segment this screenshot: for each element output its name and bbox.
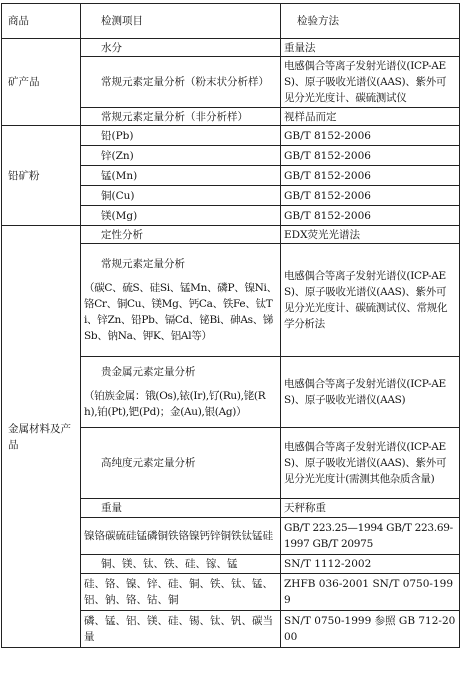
header-commodity: 商品: [2, 4, 81, 39]
method-cell: GB/T 223.25—1994 GB/T 223.69-1997 GB/T 20975: [281, 518, 460, 555]
item-cell: 硅、铬、镍、锌、硅、铜、铁、钛、锰、铝、钠、铬、钴、铜: [81, 574, 281, 611]
method-cell: 天秤称重: [281, 499, 460, 518]
method-cell: EDX荧光光谱法: [281, 226, 460, 244]
item-cell: 锰(Mn): [81, 166, 281, 186]
method-cell: GB/T 8152-2006: [281, 206, 460, 226]
method-cell: SN/T 1112-2002: [281, 555, 460, 574]
item-title: 常规元素定量分析: [101, 258, 185, 270]
item-cell: 常规元素定量分析（非分析样）: [81, 108, 281, 126]
item-cell: [81, 357, 281, 428]
method-cell: SN/T 0750-1999 参照 GB 712-2000: [281, 611, 460, 648]
table-row: [2, 39, 460, 57]
method-cell: GB/T 8152-2006: [281, 146, 460, 166]
header-item: 检测项目: [81, 4, 281, 39]
method-cell: 电感偶合等离子发射光谱仪(ICP-AES)、原子吸收光谱仪(AAS)、紫外可见分光光度计、碳硫测试仪、常规化学分析法: [281, 244, 460, 357]
item-cell: 定性分析: [81, 226, 281, 244]
method-cell: 电感偶合等离子发射光谱仪(ICP-AES)、原子吸收光谱仪(AAS): [281, 357, 460, 428]
item-detail: （碳C、硫S、硅Si、锰Mn、磷P、镍Ni、铬Cr、铜Cu、镁Mg、钙Ca、铁Fe、钛Ti、锌Zn、铅Pb、镉Cd、铋Bi、砷As、锑Sb、钠Na、钾K、铝Al等）: [84, 282, 277, 342]
category-mineral: 矿产品: [2, 39, 81, 126]
item-cell: 水分: [81, 39, 281, 57]
method-cell: 电感偶合等离子发射光谱仪(ICP-AES)、原子吸收光谱仪(AAS)、紫外可见分光光度计(需测其他杂质含量): [281, 428, 460, 499]
item-cell: 磷、锰、铝、镁、硅、锡、钛、钒、碳当量: [81, 611, 281, 648]
item-cell: 铜、镁、钛、铁、硅、镓、锰: [81, 555, 281, 574]
method-cell: ZHFB 036-2001 SN/T 0750-1999: [281, 574, 460, 611]
inspection-table: [1, 3, 460, 648]
table-row: [2, 226, 460, 244]
category-metal: 金属材料及产品: [2, 226, 81, 648]
header-row: [2, 4, 460, 39]
item-cell: [81, 244, 281, 357]
method-cell: GB/T 8152-2006: [281, 126, 460, 146]
method-cell: 视样品而定: [281, 108, 460, 126]
item-title: 贵金属元素定量分析: [101, 366, 196, 378]
table-row: [2, 126, 460, 146]
method-cell: GB/T 8152-2006: [281, 166, 460, 186]
item-cell: 镁(Mg): [81, 206, 281, 226]
item-detail: （铂族金属：锇(Os),铱(Ir),钌(Ru),铑(Rh),铂(Pt),钯(Pd)；金(Au),银(Ag)）: [84, 390, 266, 418]
item-cell: 重量: [81, 499, 281, 518]
item-cell: 高纯度元素定量分析: [81, 428, 281, 499]
method-cell: 电感偶合等离子发射光谱仪(ICP-AES)、原子吸收光谱仪(AAS)、紫外可见分光光度计、碳硫测试仪: [281, 57, 460, 108]
item-cell: 锌(Zn): [81, 146, 281, 166]
method-cell: GB/T 8152-2006: [281, 186, 460, 206]
item-cell: 铜(Cu): [81, 186, 281, 206]
category-lead: 铅矿粉: [2, 126, 81, 226]
item-cell: 常规元素定量分析（粉末状分析样）: [81, 57, 281, 108]
method-cell: 重量法: [281, 39, 460, 57]
item-cell: 铅(Pb): [81, 126, 281, 146]
item-cell: 镍铬碳硫硅锰磷铜铁铬镍钙锌铜铁钛锰硅: [81, 518, 281, 555]
header-method: 检验方法: [281, 4, 460, 39]
